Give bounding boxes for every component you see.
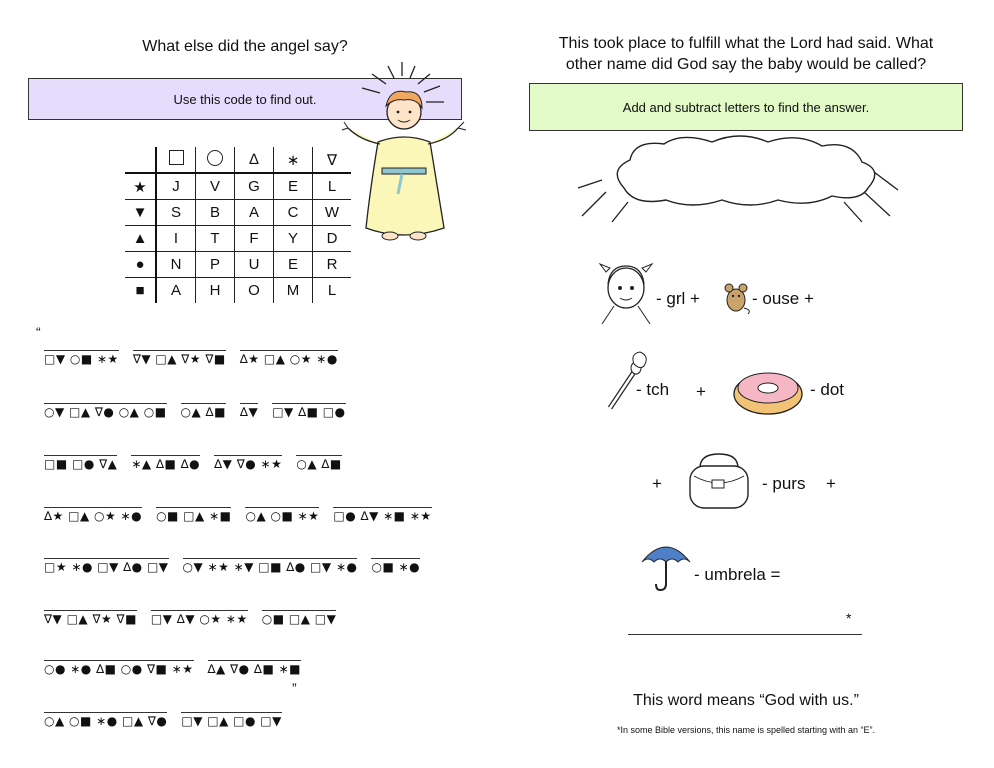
col-symbol-triangle: ∆ <box>235 147 274 173</box>
code-word: ∆▲ ∇● ∆■ ∗■ <box>207 662 301 676</box>
code-line <box>44 660 315 676</box>
code-cell: Y <box>274 226 313 252</box>
code-cell: C <box>274 200 313 226</box>
code-cell: H <box>196 278 235 304</box>
answer-line <box>628 634 862 635</box>
code-table-header <box>125 147 351 173</box>
code-cell: N <box>156 252 196 278</box>
code-word: ∇▼ □▲ ∇★ ∇■ <box>132 352 226 366</box>
code-cell: P <box>196 252 235 278</box>
meaning-text: This word means “God with us.” <box>633 692 859 709</box>
code-word: ∆★ □▲ ○★ ∗● <box>44 509 143 523</box>
col-symbol-down-triangle: ∇ <box>313 147 352 173</box>
cloud-icon <box>572 130 912 225</box>
code-line <box>44 455 356 471</box>
code-cell: F <box>235 226 274 252</box>
code-line <box>44 712 296 728</box>
code-cell: D <box>313 226 352 252</box>
row-symbol-down-triangle: ▼ <box>125 200 156 226</box>
col-symbol-circle <box>196 147 235 173</box>
col-symbol-square <box>156 147 196 173</box>
code-cell: J <box>156 173 196 200</box>
code-cell: R <box>313 252 352 278</box>
code-line <box>44 507 446 523</box>
rebus-plus-before-purse: + <box>652 474 662 493</box>
row-symbol-star: ★ <box>125 173 156 200</box>
purse-icon <box>686 448 752 514</box>
rebus-banner <box>529 83 963 131</box>
code-cell: V <box>196 173 235 200</box>
code-word: □▼ □▲ □● □▼ <box>181 714 282 728</box>
code-word: □▼ ∆■ □● <box>272 405 346 419</box>
footnote-text: *In some Bible versions, this name is spelled starting with an “E”. <box>616 725 876 735</box>
code-cell: O <box>235 278 274 304</box>
code-word: ○▼ ∗★ ∗▼ □■ ∆● □▼ ∗● <box>182 560 358 574</box>
code-cell: L <box>313 173 352 200</box>
row-symbol-up-triangle: ▲ <box>125 226 156 252</box>
code-cell: I <box>156 226 196 252</box>
code-cell: E <box>274 173 313 200</box>
code-line <box>44 350 352 366</box>
code-line <box>44 610 350 626</box>
code-word: ∆▼ ∇● ∗★ <box>214 457 283 471</box>
code-cell: L <box>327 282 337 299</box>
code-word: ∆★ □▲ ○★ ∗● <box>239 352 338 366</box>
code-word: □★ ∗● □▼ ∆● □▼ <box>44 560 169 574</box>
code-table-row <box>125 200 351 226</box>
code-word: □● ∆▼ ∗■ ∗★ <box>333 509 432 523</box>
close-quote: ” <box>292 680 297 696</box>
code-cell: A <box>235 200 274 226</box>
code-word: ○■ □▲ ∗■ <box>156 509 232 523</box>
code-word: ○■ ∗● <box>371 560 421 574</box>
code-cell: M <box>274 278 313 304</box>
code-word: □■ □● ∇▲ <box>44 457 118 471</box>
code-word: ○▲ ∆■ <box>180 405 226 419</box>
rebus-plus: + <box>696 382 706 401</box>
code-word: □▼ ○■ ∗★ <box>44 352 119 366</box>
code-cell: B <box>196 200 235 226</box>
rebus-umbrella-text: - umbrela = <box>694 565 781 584</box>
right-page-title <box>529 33 963 75</box>
row-symbol-square: ■ <box>125 278 156 304</box>
open-quote: “ <box>36 324 41 340</box>
code-cell: W <box>313 200 352 226</box>
angel-illustration <box>340 60 470 250</box>
right-title-line-2: other name did God say the baby would be called? <box>565 56 927 73</box>
code-word: ○▲ ○■ ∗★ <box>245 509 320 523</box>
umbrella-icon <box>640 538 692 592</box>
rebus-donut-text: - dot <box>810 380 845 399</box>
code-word: ∗▲ ∆■ ∆● <box>131 457 201 471</box>
code-cell: T <box>196 226 235 252</box>
code-banner-text: Use this code to find out. <box>173 91 317 107</box>
code-word: ∇▼ □▲ ∇★ ∇■ <box>44 612 137 626</box>
code-cell: A <box>156 278 196 304</box>
code-word: ○■ □▲ □▼ <box>261 612 337 626</box>
code-line <box>44 558 434 574</box>
code-table-corner <box>125 147 156 173</box>
row-symbol-circle: ● <box>125 252 156 278</box>
code-table-row <box>125 252 351 278</box>
code-word: ○▼ □▲ ∇● ○▲ ○■ <box>44 405 167 419</box>
code-line <box>44 403 360 419</box>
code-word: ○▲ ○■ ∗● □▲ ∇● <box>44 714 168 728</box>
code-word: □▼ ∆▼ ○★ ∗★ <box>150 612 248 626</box>
code-cell: U <box>235 252 274 278</box>
code-table-row <box>125 226 351 252</box>
rebus-match-text: - tch <box>636 380 670 399</box>
right-title-line-1: This took place to fulfill what the Lord had said. What <box>558 35 934 52</box>
code-table-row <box>125 173 351 200</box>
code-table-row <box>125 278 351 304</box>
rebus-plus-after-purse: + <box>826 474 836 493</box>
code-word: ○▲ ∆■ <box>296 457 342 471</box>
rebus-mouse-text: - ouse + <box>752 289 814 308</box>
code-cell: G <box>235 173 274 200</box>
donut-icon <box>732 366 804 416</box>
code-table <box>125 147 351 303</box>
left-page-title: What else did the angel say? <box>142 38 348 55</box>
code-cell: E <box>274 252 313 278</box>
rebus-girl-text: - grl + <box>656 289 700 308</box>
rebus-purse-text: - purs <box>762 474 806 493</box>
answer-asterisk: * <box>846 610 852 626</box>
code-word: ○● ∗● ∆■ ○● ∇■ ∗★ <box>44 662 194 676</box>
rebus-banner-text: Add and subtract letters to find the answer. <box>622 99 870 115</box>
code-cell: S <box>156 200 196 226</box>
mouse-icon <box>720 280 752 314</box>
code-word: ∆▼ <box>239 405 259 419</box>
girl-icon <box>598 258 654 326</box>
col-symbol-asterisk: ∗ <box>274 147 313 173</box>
